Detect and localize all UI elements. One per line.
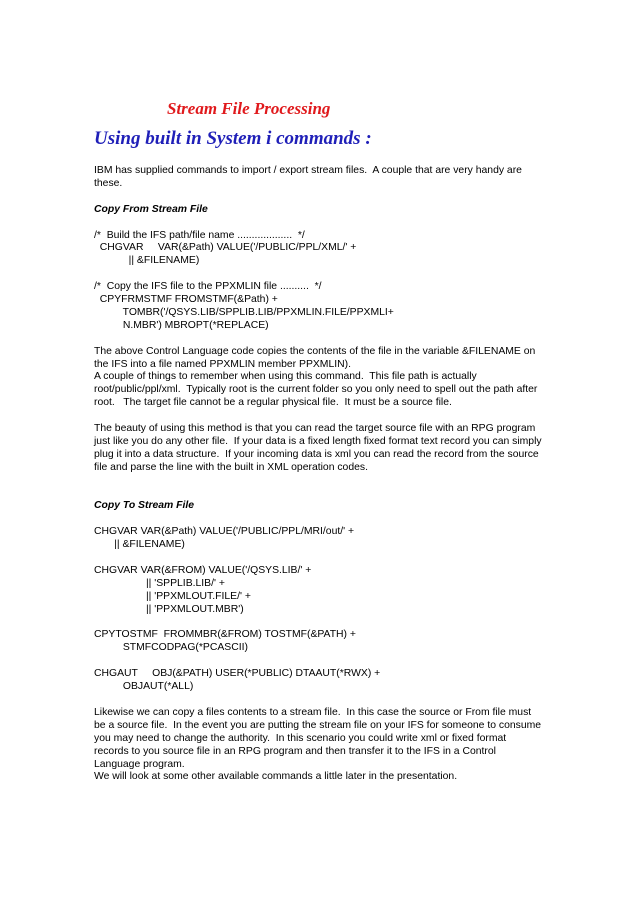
text-line: root/public/ppl/xml. Typically root is the current folder so you only need to spell out the path after (94, 384, 538, 396)
text-line: Language program. (94, 758, 185, 770)
intro-paragraph (94, 165, 554, 191)
text-line: The beauty of using this method is that you can read the target source file with an RPG program (94, 423, 536, 435)
code-block (94, 668, 554, 694)
explanation-paragraph (94, 423, 554, 475)
text-line: Likewise we can copy a files contents to a stream file. In this case the source or From file must (94, 706, 532, 718)
section-heading: Copy From Stream File (94, 203, 208, 215)
text-line: records to you source file in an RPG program and then transfer it to the IFS in a Control (94, 745, 496, 757)
document-title: Stream File Processing (167, 99, 331, 118)
code-line: CPYFRMSTMF FROMSTMF(&Path) + (94, 294, 278, 306)
text-line: these. (94, 177, 123, 189)
code-line: || 'PPXMLOUT.FILE/' + (94, 590, 251, 602)
text-line: the IFS into a file named PPXMLIN member PPXMLIN). (94, 358, 351, 370)
text-line: The above Control Language code copies the contents of the file in the variable &FILENAME on (94, 345, 536, 357)
code-block (94, 281, 554, 333)
text-line: be a source file. In the event you are putting the stream file on your IFS for someone to consume (94, 719, 542, 731)
code-block (94, 230, 554, 269)
code-line: TOMBR('/QSYS.LIB/SPPLIB.LIB/PPXMLIN.FILE/PPXMLI+ (94, 306, 394, 318)
text-line: you may need to change the authority. In this scenario you could write xml or fixed format (94, 732, 507, 744)
code-line: || &FILENAME) (94, 539, 185, 551)
code-line: N.MBR') MBROPT(*REPLACE) (94, 319, 269, 331)
code-line: || 'PPXMLOUT.MBR') (94, 603, 244, 615)
text-line: just like you do any other file. If your data is a fixed length fixed format text record you can simply (94, 435, 542, 447)
spacer (94, 488, 554, 501)
code-line: STMFCODPAG(*PCASCII) (94, 642, 248, 654)
text-line: We will look at some other available commands a little later in the presentation. (94, 771, 458, 783)
code-line: CHGAUT OBJ(&PATH) USER(*PUBLIC) DTAAUT(*RWX) + (94, 668, 381, 680)
code-line: CHGVAR VAR(&FROM) VALUE('/QSYS.LIB/' + (94, 564, 312, 576)
text-line: IBM has supplied commands to import / export stream files. A couple that are very handy are (94, 165, 522, 176)
code-line: || &FILENAME) (94, 255, 200, 267)
section-heading-copy-to (94, 500, 554, 513)
text-line: A couple of things to remember when using this command. This file path is actually (94, 371, 477, 383)
code-line: /* Copy the IFS file to the PPXMLIN file .......... */ (94, 281, 322, 293)
code-line: CHGVAR VAR(&Path) VALUE('/PUBLIC/PPL/XML/' + (94, 242, 357, 254)
text-line: plug it into a data structure. If your incoming data is xml you can read the record from the source (94, 448, 539, 460)
code-line: CHGVAR VAR(&Path) VALUE('/PUBLIC/PPL/MRI/out/' + (94, 526, 355, 538)
text-line: root. The target file cannot be a regular physical file. It must be a source file. (94, 397, 452, 409)
section-heading-copy-from (94, 204, 554, 217)
code-block (94, 526, 554, 552)
code-block (94, 629, 554, 655)
document-body (94, 165, 554, 797)
code-line: || 'SPPLIB.LIB/' + (94, 577, 225, 589)
section-heading: Copy To Stream File (94, 500, 195, 512)
code-block (94, 565, 554, 617)
text-line: file and parse the line with the built in XML operation codes. (94, 461, 368, 473)
code-line: /* Build the IFS path/file name ................... */ (94, 229, 305, 241)
explanation-paragraph (94, 707, 554, 784)
code-line: OBJAUT(*ALL) (94, 681, 194, 693)
code-line: CPYTOSTMF FROMMBR(&FROM) TOSTMF(&PATH) + (94, 629, 356, 641)
document-subtitle: Using built in System i commands : (94, 128, 372, 149)
explanation-paragraph (94, 346, 554, 411)
